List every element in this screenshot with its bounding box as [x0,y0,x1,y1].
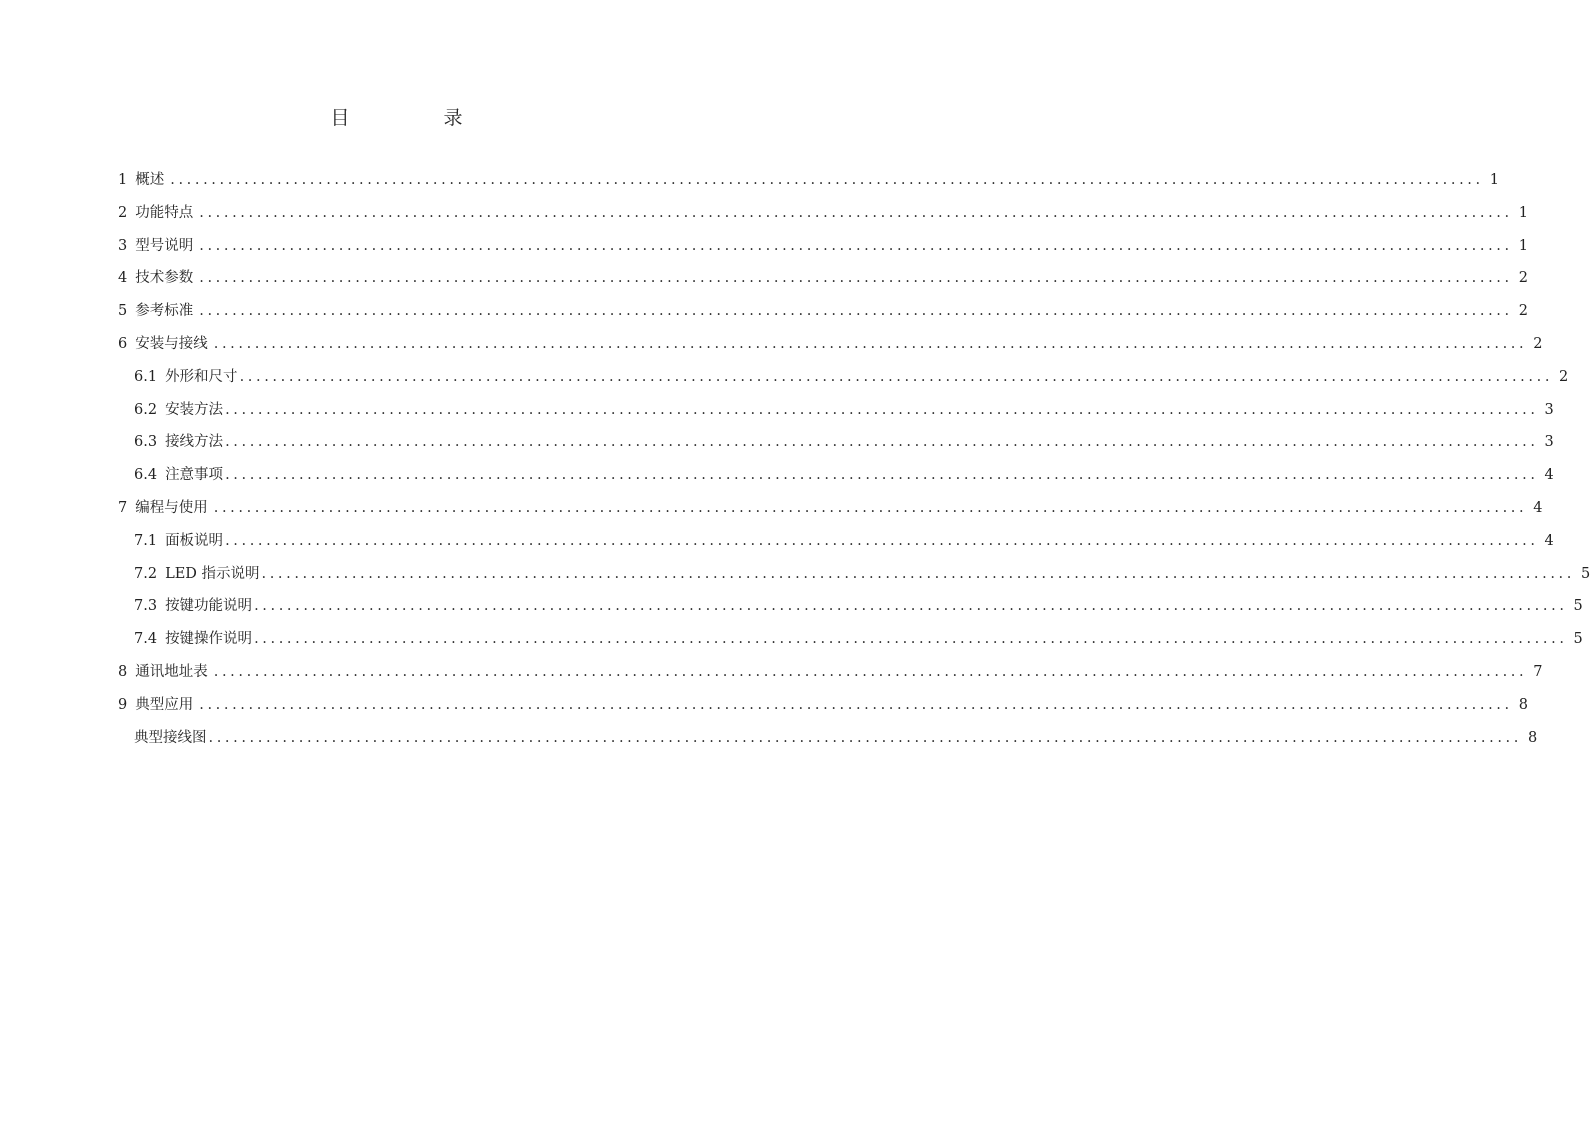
toc-entry-number: 1 [118,172,128,188]
toc-entry-number: 3 [118,237,128,254]
toc-entry-6-4[interactable] [134,459,1554,491]
toc-entry-label: 功能特点 [135,204,194,221]
toc-entry-5[interactable] [118,295,1528,327]
toc-entry-6[interactable] [118,328,1543,360]
toc-entry-number: 9 [118,696,128,713]
toc-entry-4[interactable] [118,262,1528,294]
toc-entry-page: 3 [1544,434,1554,451]
toc-entry-label: 典型接线图 [134,729,207,746]
toc-entry-number: 8 [118,664,128,680]
toc-entry-label: 按键操作说明 [165,631,253,648]
toc-entry-page: 8 [1518,696,1528,713]
toc-entry-label: 注意事项 [165,467,224,484]
toc-entry-page: 2 [1533,336,1543,352]
toc-leader-dots: ................................................................................................................................................................ [239,368,1554,385]
toc-entry-number: 7 [118,500,128,516]
toc-entry-6-2[interactable] [134,394,1554,426]
toc-leader-dots: ................................................................................................................................................................ [225,401,1539,418]
toc-entry-7-2[interactable] [134,558,1590,590]
toc-entry-label: 面板说明 [165,532,224,549]
toc-entry-page: 1 [1518,237,1528,254]
toc-leader-dots: ................................................................................................................................................................ [199,204,1513,221]
toc-leader-dots: ................................................................................................................................................................ [199,237,1513,254]
toc-leader-dots: ................................................................................................................................................................ [254,631,1568,648]
toc-entry-number: 6.2 [134,401,158,418]
toc-leader-dots: ................................................................................................................................................................ [261,565,1575,582]
toc-entry-page: 4 [1544,467,1554,484]
toc-entry-number: 2 [118,204,128,221]
toc-entry-number: 6.3 [134,434,158,451]
toc-entry-label: 技术参数 [135,270,194,287]
toc-entry-number: 7.3 [134,598,158,615]
toc-leader-dots: ................................................................................................................................................................ [199,696,1513,713]
toc-entry-number: 4 [118,270,128,287]
toc-leader-dots: ................................................................................................................................................................ [213,500,1528,516]
toc-entry-9[interactable] [118,689,1528,721]
toc-entry-label: 典型应用 [135,696,194,713]
toc-entry-label: 安装方法 [165,401,224,418]
toc-entry-page: 2 [1518,303,1528,320]
toc-entry-page: 4 [1533,500,1543,516]
toc-entry-2[interactable] [118,197,1528,229]
toc-entry-label: 外形和尺寸 [165,368,238,385]
toc-title: 目 录 [330,107,507,129]
toc-entry-page: 3 [1544,401,1554,418]
toc-leader-dots: ................................................................................................................................................................ [199,303,1513,320]
toc-entry-7-3[interactable] [134,590,1583,622]
toc-entry-page: 5 [1573,598,1583,615]
toc-entry-label: 通讯地址表 [135,664,208,680]
toc-entry-page: 1 [1489,172,1499,188]
toc-entry-7-1[interactable] [134,525,1554,557]
toc-entry-number: 5 [118,303,128,320]
toc-entry-number: 7.2 [134,565,158,582]
toc-entry-number: 6.4 [134,467,158,484]
toc-entry-1[interactable] [118,164,1499,196]
toc-entry-page: 8 [1527,729,1538,746]
toc-entry-page: 2 [1518,270,1528,287]
toc-leader-dots: ................................................................................................................................................................ [213,664,1528,680]
toc-entry-label: 型号说明 [135,237,194,254]
toc-entry-7-4[interactable] [134,623,1583,655]
toc-entry-7[interactable] [118,492,1543,524]
toc-leader-dots: ................................................................................................................................................................ [254,598,1568,615]
toc-entry-9-wiring-diagram[interactable] [134,722,1538,754]
toc-entry-page: 2 [1559,368,1569,385]
toc-entry-number: 7.1 [134,532,158,549]
toc-entry-label: 编程与使用 [135,500,208,516]
toc-entry-page: 7 [1533,664,1543,680]
toc-entry-6-3[interactable] [134,426,1554,458]
toc-entry-page: 4 [1544,532,1554,549]
toc-entry-number: 7.4 [134,631,158,648]
toc-entry-number: 6.1 [134,368,158,385]
toc-entry-label: 参考标准 [135,303,194,320]
toc-entry-page: 1 [1518,204,1528,221]
toc-entry-page: 5 [1580,565,1590,582]
toc-leader-dots: ................................................................................................................................................................ [208,729,1522,746]
toc-leader-dots: ................................................................................................................................................................ [225,434,1539,451]
toc-entry-label: 接线方法 [165,434,224,451]
toc-entry-page: 5 [1573,631,1583,648]
toc-entry-label: 概述 [135,172,165,188]
toc-entry-label: 按键功能说明 [165,598,253,615]
toc-leader-dots: ................................................................................................................................................................ [170,172,1484,188]
toc-leader-dots: ................................................................................................................................................................ [199,270,1513,287]
toc-leader-dots: ................................................................................................................................................................ [225,532,1539,549]
toc-leader-dots: ................................................................................................................................................................ [225,467,1539,484]
toc-entry-label: LED 指示说明 [165,565,260,582]
toc-entry-number: 6 [118,336,128,352]
toc-entry-label: 安装与接线 [135,336,208,352]
toc-entry-3[interactable] [118,230,1528,262]
toc-leader-dots: ................................................................................................................................................................ [213,336,1528,352]
toc-entry-8[interactable] [118,656,1543,688]
toc-entry-6-1[interactable] [134,361,1569,393]
